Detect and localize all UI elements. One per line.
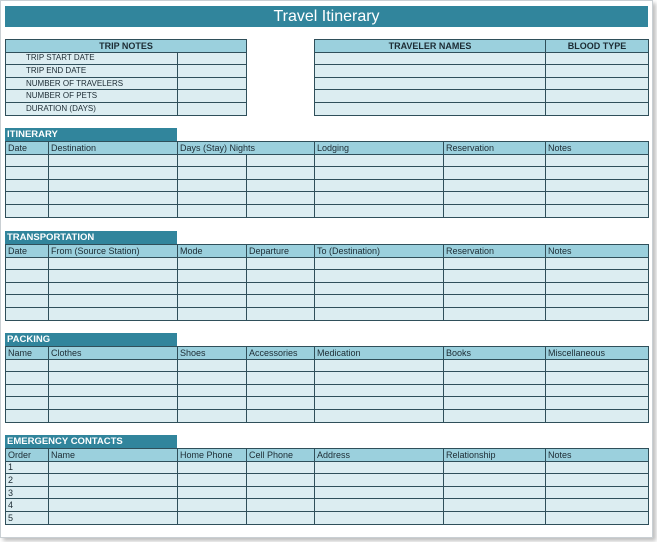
cell[interactable] <box>315 359 444 372</box>
cell[interactable] <box>49 372 178 385</box>
cell[interactable] <box>178 486 247 499</box>
cell[interactable] <box>315 384 444 397</box>
itinerary-col-days-nights: Days (Stay) Nights <box>178 142 315 155</box>
order-number: 2 <box>6 474 49 487</box>
cell[interactable] <box>546 179 649 192</box>
cell[interactable] <box>247 384 315 397</box>
cell[interactable] <box>546 359 649 372</box>
number-of-travelers-cell[interactable] <box>178 77 247 90</box>
transportation-table <box>5 244 649 321</box>
emergency-col-notes: Notes <box>546 449 649 462</box>
cell[interactable] <box>49 167 178 180</box>
cell[interactable] <box>247 270 315 283</box>
table-row <box>6 204 649 217</box>
cell[interactable] <box>247 154 315 167</box>
cell[interactable] <box>546 192 649 205</box>
traveler-name-cell[interactable] <box>315 52 546 65</box>
cell[interactable] <box>247 486 315 499</box>
cell[interactable] <box>546 257 649 270</box>
cell[interactable] <box>6 307 49 320</box>
cell[interactable] <box>49 282 178 295</box>
cell[interactable] <box>546 307 649 320</box>
cell[interactable] <box>247 499 315 512</box>
cell[interactable] <box>49 270 178 283</box>
trip-notes-table <box>5 39 247 116</box>
cell[interactable] <box>49 204 178 217</box>
cell[interactable] <box>444 282 546 295</box>
cell[interactable] <box>444 461 546 474</box>
transport-col-from: From (Source Station) <box>49 245 178 258</box>
packing-col-books: Books <box>444 347 546 360</box>
itinerary-table <box>5 141 649 218</box>
cell[interactable] <box>178 409 247 422</box>
number-of-travelers-label: NUMBER OF TRAVELERS <box>6 77 178 90</box>
cell[interactable] <box>546 270 649 283</box>
trip-notes-header: TRIP NOTES <box>6 40 247 53</box>
blood-type-cell[interactable] <box>546 52 649 65</box>
cell[interactable] <box>6 372 49 385</box>
cell[interactable] <box>546 409 649 422</box>
table-row <box>6 295 649 308</box>
cell[interactable] <box>6 257 49 270</box>
cell[interactable] <box>315 397 444 410</box>
table-row <box>6 511 649 524</box>
cell[interactable] <box>6 154 49 167</box>
trip-start-date-label: TRIP START DATE <box>6 52 178 65</box>
table-row <box>6 499 649 512</box>
cell[interactable] <box>444 359 546 372</box>
cell[interactable] <box>444 372 546 385</box>
cell[interactable] <box>444 192 546 205</box>
cell[interactable] <box>49 192 178 205</box>
blood-type-cell[interactable] <box>546 102 649 115</box>
traveler-names-table <box>314 39 649 116</box>
cell[interactable] <box>546 461 649 474</box>
cell[interactable] <box>6 359 49 372</box>
cell[interactable] <box>49 307 178 320</box>
table-row <box>6 461 649 474</box>
table-row <box>6 359 649 372</box>
itinerary-col-reservation: Reservation <box>444 142 546 155</box>
cell[interactable] <box>247 372 315 385</box>
cell[interactable] <box>6 397 49 410</box>
table-row <box>6 384 649 397</box>
cell[interactable] <box>315 167 444 180</box>
cell[interactable] <box>546 511 649 524</box>
packing-table <box>5 346 649 423</box>
cell[interactable] <box>247 192 315 205</box>
cell[interactable] <box>444 486 546 499</box>
cell[interactable] <box>546 154 649 167</box>
cell[interactable] <box>49 486 178 499</box>
table-row <box>6 179 649 192</box>
cell[interactable] <box>178 511 247 524</box>
cell[interactable] <box>444 474 546 487</box>
emergency-col-relationship: Relationship <box>444 449 546 462</box>
order-number: 1 <box>6 461 49 474</box>
cell[interactable] <box>444 154 546 167</box>
cell[interactable] <box>315 282 444 295</box>
transportation-section-label: TRANSPORTATION <box>5 231 177 244</box>
cell[interactable] <box>49 499 178 512</box>
packing-col-shoes: Shoes <box>178 347 247 360</box>
cell[interactable] <box>49 154 178 167</box>
blood-type-cell[interactable] <box>546 77 649 90</box>
transport-col-date: Date <box>6 245 49 258</box>
duration-days-label: DURATION (DAYS) <box>6 102 178 115</box>
packing-col-name: Name <box>6 347 49 360</box>
table-row <box>6 372 649 385</box>
cell[interactable] <box>315 486 444 499</box>
blood-type-header: BLOOD TYPE <box>546 40 649 53</box>
cell[interactable] <box>546 384 649 397</box>
cell[interactable] <box>178 257 247 270</box>
cell[interactable] <box>247 474 315 487</box>
cell[interactable] <box>49 359 178 372</box>
itinerary-col-destination: Destination <box>49 142 178 155</box>
cell[interactable] <box>546 167 649 180</box>
table-row <box>6 270 649 283</box>
cell[interactable] <box>49 397 178 410</box>
cell[interactable] <box>247 179 315 192</box>
cell[interactable] <box>178 474 247 487</box>
cell[interactable] <box>546 295 649 308</box>
cell[interactable] <box>178 499 247 512</box>
emergency-col-order: Order <box>6 449 49 462</box>
packing-col-medication: Medication <box>315 347 444 360</box>
cell[interactable] <box>49 257 178 270</box>
cell[interactable] <box>247 167 315 180</box>
cell[interactable] <box>315 179 444 192</box>
cell[interactable] <box>178 372 247 385</box>
cell[interactable] <box>6 409 49 422</box>
emergency-table <box>5 448 649 525</box>
traveler-name-cell[interactable] <box>315 90 546 103</box>
cell[interactable] <box>178 307 247 320</box>
cell[interactable] <box>444 270 546 283</box>
cell[interactable] <box>49 295 178 308</box>
table-row <box>6 154 649 167</box>
cell[interactable] <box>315 372 444 385</box>
cell[interactable] <box>546 499 649 512</box>
traveler-names-header: TRAVELER NAMES <box>315 40 546 53</box>
itinerary-col-notes: Notes <box>546 142 649 155</box>
cell[interactable] <box>178 295 247 308</box>
cell[interactable] <box>444 397 546 410</box>
cell[interactable] <box>315 295 444 308</box>
page-title: Travel Itinerary <box>5 6 648 27</box>
cell[interactable] <box>315 499 444 512</box>
cell[interactable] <box>6 270 49 283</box>
cell[interactable] <box>178 167 247 180</box>
number-of-pets-cell[interactable] <box>178 90 247 103</box>
order-number: 3 <box>6 486 49 499</box>
emergency-section-label: EMERGENCY CONTACTS <box>5 435 177 448</box>
cell[interactable] <box>6 167 49 180</box>
cell[interactable] <box>444 257 546 270</box>
emergency-col-home-phone: Home Phone <box>178 449 247 462</box>
cell[interactable] <box>444 499 546 512</box>
transport-col-departure: Departure <box>247 245 315 258</box>
cell[interactable] <box>247 397 315 410</box>
order-number: 5 <box>6 511 49 524</box>
cell[interactable] <box>315 270 444 283</box>
cell[interactable] <box>6 192 49 205</box>
cell[interactable] <box>444 384 546 397</box>
blood-type-cell[interactable] <box>546 90 649 103</box>
cell[interactable] <box>178 204 247 217</box>
cell[interactable] <box>49 409 178 422</box>
cell[interactable] <box>546 282 649 295</box>
table-row <box>6 397 649 410</box>
packing-col-miscellaneous: Miscellaneous <box>546 347 649 360</box>
table-row <box>6 474 649 487</box>
table-row <box>6 192 649 205</box>
cell[interactable] <box>178 179 247 192</box>
cell[interactable] <box>444 511 546 524</box>
cell[interactable] <box>546 486 649 499</box>
cell[interactable] <box>247 359 315 372</box>
cell[interactable] <box>6 204 49 217</box>
cell[interactable] <box>49 179 178 192</box>
table-row <box>6 307 649 320</box>
traveler-name-cell[interactable] <box>315 65 546 78</box>
cell[interactable] <box>49 474 178 487</box>
cell[interactable] <box>247 257 315 270</box>
cell[interactable] <box>444 295 546 308</box>
number-of-pets-label: NUMBER OF PETS <box>6 90 178 103</box>
cell[interactable] <box>49 511 178 524</box>
cell[interactable] <box>6 384 49 397</box>
cell[interactable] <box>315 461 444 474</box>
cell[interactable] <box>315 511 444 524</box>
cell[interactable] <box>546 397 649 410</box>
cell[interactable] <box>178 359 247 372</box>
blood-type-cell[interactable] <box>546 65 649 78</box>
transport-col-notes: Notes <box>546 245 649 258</box>
cell[interactable] <box>247 295 315 308</box>
cell[interactable] <box>247 307 315 320</box>
cell[interactable] <box>178 270 247 283</box>
cell[interactable] <box>247 204 315 217</box>
trip-end-date-label: TRIP END DATE <box>6 65 178 78</box>
cell[interactable] <box>444 307 546 320</box>
packing-col-accessories: Accessories <box>247 347 315 360</box>
itinerary-section-label: ITINERARY <box>5 128 177 141</box>
cell[interactable] <box>315 474 444 487</box>
duration-days-cell[interactable] <box>178 102 247 115</box>
cell[interactable] <box>178 192 247 205</box>
table-row <box>6 409 649 422</box>
cell[interactable] <box>444 179 546 192</box>
order-number: 4 <box>6 499 49 512</box>
cell[interactable] <box>315 257 444 270</box>
table-row <box>6 167 649 180</box>
cell[interactable] <box>546 372 649 385</box>
emergency-col-name: Name <box>49 449 178 462</box>
cell[interactable] <box>6 282 49 295</box>
cell[interactable] <box>178 282 247 295</box>
table-row <box>6 282 649 295</box>
cell[interactable] <box>546 204 649 217</box>
transport-col-reservation: Reservation <box>444 245 546 258</box>
transport-col-mode: Mode <box>178 245 247 258</box>
cell[interactable] <box>247 282 315 295</box>
trip-end-date-cell[interactable] <box>178 65 247 78</box>
cell[interactable] <box>315 192 444 205</box>
cell[interactable] <box>49 384 178 397</box>
cell[interactable] <box>178 397 247 410</box>
itinerary-col-lodging: Lodging <box>315 142 444 155</box>
cell[interactable] <box>178 461 247 474</box>
table-row <box>6 486 649 499</box>
table-row <box>6 257 649 270</box>
trip-start-date-cell[interactable] <box>178 52 247 65</box>
cell[interactable] <box>315 307 444 320</box>
packing-section-label: PACKING <box>5 333 177 346</box>
packing-col-clothes: Clothes <box>49 347 178 360</box>
cell[interactable] <box>49 461 178 474</box>
cell[interactable] <box>546 474 649 487</box>
cell[interactable] <box>6 295 49 308</box>
cell[interactable] <box>444 204 546 217</box>
cell[interactable] <box>247 461 315 474</box>
cell[interactable] <box>444 409 546 422</box>
cell[interactable] <box>444 167 546 180</box>
emergency-col-cell-phone: Cell Phone <box>247 449 315 462</box>
cell[interactable] <box>178 154 247 167</box>
traveler-name-cell[interactable] <box>315 102 546 115</box>
cell[interactable] <box>178 384 247 397</box>
cell[interactable] <box>315 204 444 217</box>
cell[interactable] <box>315 154 444 167</box>
cell[interactable] <box>315 409 444 422</box>
transport-col-to: To (Destination) <box>315 245 444 258</box>
itinerary-col-date: Date <box>6 142 49 155</box>
emergency-col-address: Address <box>315 449 444 462</box>
traveler-name-cell[interactable] <box>315 77 546 90</box>
cell[interactable] <box>6 179 49 192</box>
cell[interactable] <box>247 511 315 524</box>
cell[interactable] <box>247 409 315 422</box>
